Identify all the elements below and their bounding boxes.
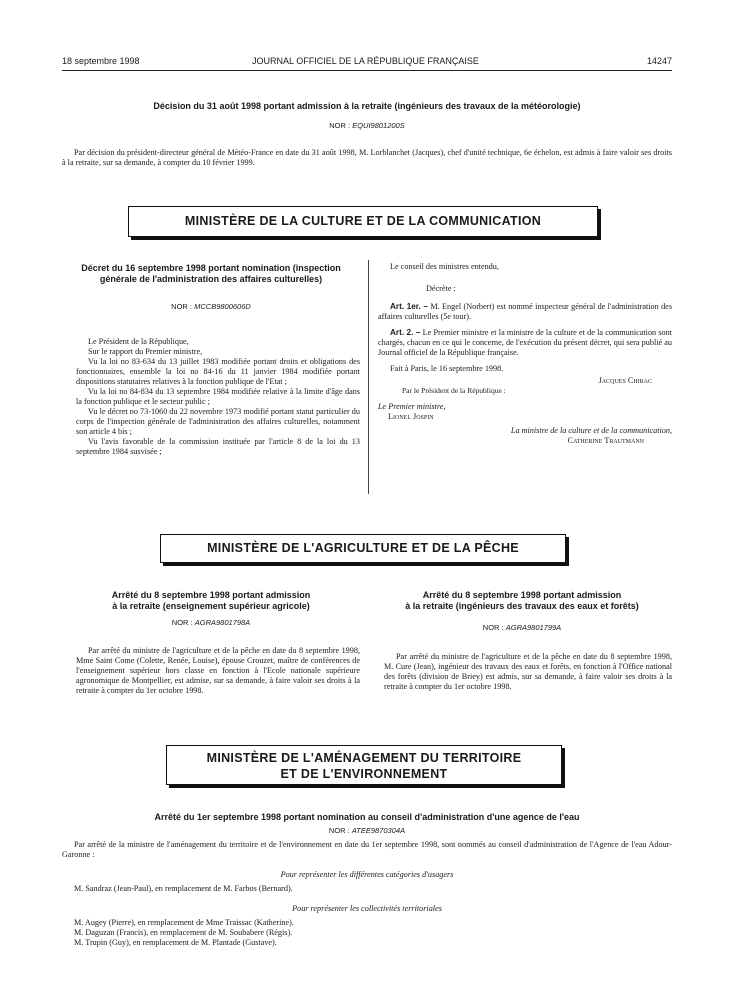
culture-decree-title: Décret du 16 septembre 1998 portant nomination (inspection générale de l'administration des affaires culturelles) [81,263,341,284]
article-1: Art. 1er. – M. Engel (Norbert) est nommé inspecteur général de l'administration des affaires culturelles (5e tour). [378,302,673,321]
agri-left-body: Par arrêté du ministre de l'agriculture et de la pêche en date du 8 septembre 1998, Mme Saint Come (Colette, Renée, Louise), épouse Crouzet, maître de conférences de l'enseignement supérieur hors classe en fonction à l'Ecole nationale supérieure agronomique de Montpellier, est admise, sur sa demande, à faire valoir ses droits à la retraite à compter du 1er octobre 1998. [76,646,360,695]
header-date: 18 septembre 1998 [62,56,140,66]
collectivite-entry: M. Augey (Pierre), en remplacement de Mme Traissac (Katherine). [74,918,294,927]
collectivite-entry: M. Trupin (Guy), en remplacement de M. Plantade (Gustave). [74,938,277,947]
amenagement-arrete-title: Arrêté du 1er septembre 1998 portant nomination au conseil d'administration d'une agence de l'eau [154,812,580,822]
meteo-nor: NOR : EQUI9801200S [329,121,405,130]
visa-paragraph: Vu la loi no 83-634 du 13 juillet 1983 modifiée portant droits et obligations des fonctionnaires, ensemble la loi no 84-16 du 11 janvier 1984 modifiée portant dispositions statutaires relatives à la fonction publique de l'Etat ; [76,357,360,386]
premier-ministre-label: Le Premier ministre, [378,402,446,411]
agri-left-title: Arrêté du 8 septembre 1998 portant admission à la retraite (enseignement supérieur agricole) [111,590,311,611]
collectivites-heading: Pour représenter les collectivités territoriales [292,904,442,913]
agriculture-ministry-banner: MINISTÈRE DE L'AGRICULTURE ET DE LA PÊCHE [160,534,566,563]
decrete-line: Décrète : [426,284,456,293]
article-2: Art. 2. – Le Premier ministre et la ministre de la culture et de la communication sont chargés, chacun en ce qui le concerne, de l'exécution du présent décret, qui sera publié au Journal officiel de la République française. [378,328,673,357]
collectivite-entry: M. Daguzan (Francis), en remplacement de M. Soubabere (Régis). [74,928,293,937]
visa-paragraph: Vu la loi no 84-834 du 13 septembre 1984 modifiée relative à la limite d'âge dans la fonction publique et le secteur public ; [76,387,360,406]
fait-a-paris: Fait à Paris, le 16 septembre 1998. [390,364,504,373]
header-rule [62,70,672,71]
visa-paragraph: Le Président de la République, [88,337,189,346]
amenagement-nor: NOR : ATEE9870304A [328,826,406,835]
usager-entry: M. Sandraz (Jean-Paul), en remplacement de M. Farbos (Bernard). [74,884,293,893]
culture-visas [76,337,360,457]
agri-right-nor: NOR : AGRA9801799A [482,623,562,632]
ministre-label: La ministre de la culture et de la communication, [510,426,672,435]
signature-premier-ministre: Lionel Jospin [388,412,434,421]
signature-president: Jacques Chirac [598,376,652,385]
agri-right-body: Par arrêté du ministre de l'agriculture et de la pêche en date du 8 septembre 1998, M. Cure (Jean), ingénieur des travaux des eaux et forêts, en fonction à l'Office national des forêts (division de Briey) est admis, sur sa demande, à faire valoir ses droits à la retraite à compter du 1er octobre 1998. [384,652,672,691]
header-journal: JOURNAL OFFICIEL DE LA RÉPUBLIQUE FRANÇAISE [252,56,479,66]
agri-left-nor: NOR : AGRA9801798A [171,618,251,627]
conseil-line: Le conseil des ministres entendu, [390,262,499,271]
signature-ministre: Catherine Trautmann [567,436,644,445]
visa-paragraph: Vu l'avis favorable de la commission instituée par l'article 8 de la loi du 13 septembre 1984 susvisée ; [76,437,360,456]
visa-paragraph: Vu le décret no 73-1060 du 22 novembre 1973 modifié portant statut particulier du corps de l'inspection générale de l'administration des affaires culturelles, notamment son article 4 bis ; [76,407,360,436]
column-separator [368,260,369,494]
culture-nor: NOR : MCCB9800606D [171,302,251,311]
usagers-heading: Pour représenter les différentes catégories d'usagers [280,870,454,879]
agri-right-title: Arrêté du 8 septembre 1998 portant admission à la retraite (ingénieurs des travaux des eaux et forêts) [405,590,639,611]
par-le-president: Par le Président de la République : [402,386,506,395]
meteo-decision-title: Décision du 31 août 1998 portant admission à la retraite (ingénieurs des travaux de la météorologie) [153,101,581,111]
visa-paragraph: Sur le rapport du Premier ministre, [88,347,203,356]
amenagement-body: Par arrêté de la ministre de l'aménagement du territoire et de l'environnement en date du 1er septembre 1998, sont nommés au conseil d'administration de l'Agence de l'eau Adour-Garonne : Pour représenter les différentes catégories d'usagers M. Sandraz (Jean-Paul), en remplacement de M. Farbos (Bernard). Pour représenter les collectivités territoriales M. Augey (Pierre), en remplacement de Mme Traissac (Katherine). M. Daguzan (Francis), en remplacement de M. Soubabere (Régis). M. Trupin (Guy), en remplacement de M. Plantade (Gustave). [62,840,672,947]
header-page-number: 14247 [646,56,672,66]
culture-ministry-banner: MINISTÈRE DE LA CULTURE ET DE LA COMMUNICATION [128,206,598,237]
amenagement-ministry-banner: MINISTÈRE DE L'AMÉNAGEMENT DU TERRITOIRE ET DE L'ENVIRONNEMENT [166,745,562,785]
culture-articles [378,262,672,446]
meteo-body: Par décision du président-directeur général de Météo-France en date du 31 août 1998, M. Lorblanchet (Jacques), chef d'unité technique, 6e échelon, est admis à faire valoir ses droits à la retraite, sur sa demande, à compter du 10 février 1999. [62,148,672,167]
